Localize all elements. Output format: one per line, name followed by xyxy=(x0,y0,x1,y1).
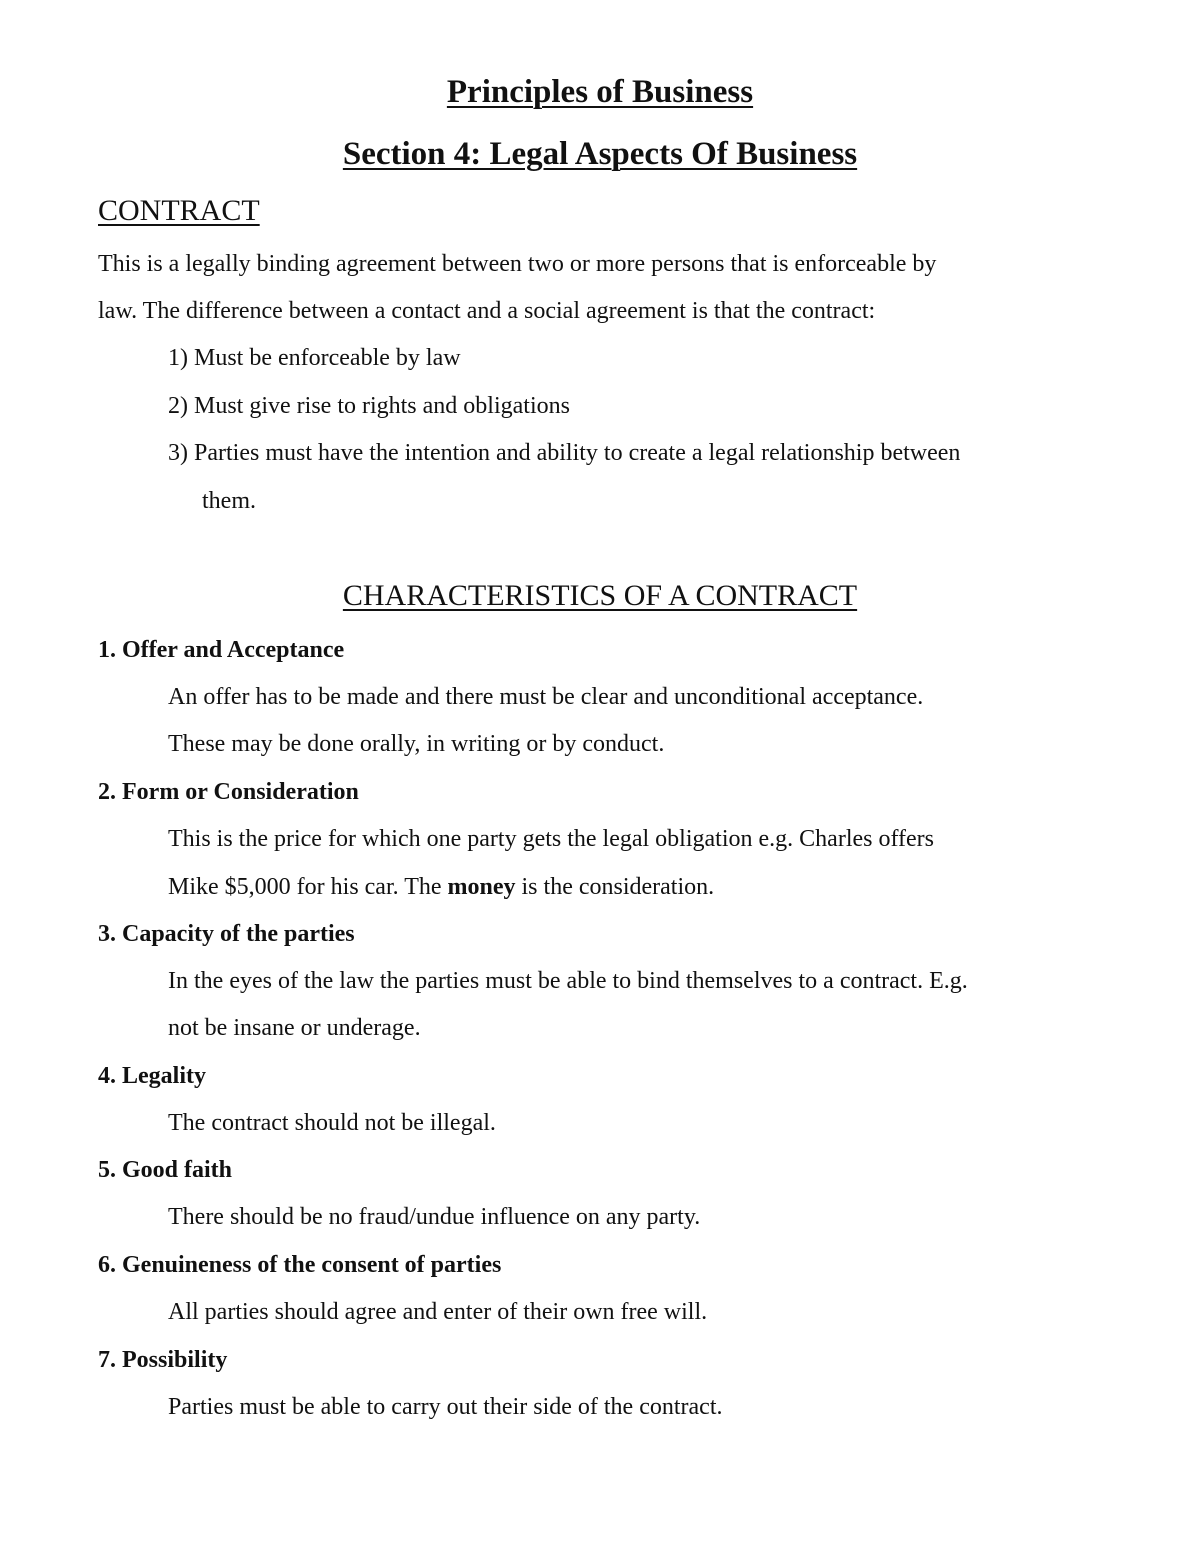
characteristic-title-6: 6. Genuineness of the consent of parties xyxy=(98,1252,502,1278)
characteristic-2-line-1: This is the price for which one party gets the legal obligation e.g. Charles offers xyxy=(168,826,935,852)
characteristic-5-line-1: There should be no fraud/undue influence on any party. xyxy=(168,1204,701,1230)
characteristic-3-line-2: not be insane or underage. xyxy=(168,1015,421,1041)
characteristic-title-2: 2. Form or Consideration xyxy=(98,779,359,805)
section-title: Section 4: Legal Aspects Of Business xyxy=(342,136,858,172)
contract-point-3-continuation: them. xyxy=(202,488,256,514)
characteristic-title-1: 1. Offer and Acceptance xyxy=(98,637,345,663)
contract-point-1: 1) Must be enforceable by law xyxy=(168,345,461,371)
contract-point-3: 3) Parties must have the intention and ability to create a legal relationship between xyxy=(168,440,961,466)
characteristic-3-line-1: In the eyes of the law the parties must be able to bind themselves to a contract. E.g. xyxy=(168,968,968,994)
characteristic-2-line-2-start: Mike $5,000 for his car. The xyxy=(168,874,448,900)
characteristic-7-line-1: Parties must be able to carry out their side of the contract. xyxy=(168,1394,723,1420)
characteristic-title-5: 5. Good faith xyxy=(98,1157,233,1183)
contract-point-2: 2) Must give rise to rights and obligations xyxy=(168,393,570,419)
characteristic-1-line-1: An offer has to be made and there must be clear and unconditional acceptance. xyxy=(168,684,924,710)
characteristic-6-line-1: All parties should agree and enter of their own free will. xyxy=(168,1299,708,1325)
characteristic-title-3: 3. Capacity of the parties xyxy=(98,921,355,947)
characteristic-1-line-2: These may be done orally, in writing or by conduct. xyxy=(168,731,665,757)
characteristics-heading: CHARACTERISTICS OF A CONTRACT xyxy=(342,579,858,612)
characteristic-2-line-2 xyxy=(168,872,714,902)
characteristic-title-7: 7. Possibility xyxy=(98,1347,228,1373)
contract-definition-line-2: law. The difference between a contact and a social agreement is that the contract: xyxy=(98,298,876,324)
contract-heading: CONTRACT xyxy=(98,194,260,227)
characteristic-2-line-2-end: is the consideration. xyxy=(515,874,715,900)
characteristic-4-line-1: The contract should not be illegal. xyxy=(168,1110,496,1136)
consideration-money-term: money xyxy=(447,874,516,900)
characteristic-title-4: 4. Legality xyxy=(98,1063,206,1089)
contract-definition-line-1: This is a legally binding agreement between two or more persons that is enforceable by xyxy=(98,251,937,277)
document-title: Principles of Business xyxy=(446,74,754,110)
